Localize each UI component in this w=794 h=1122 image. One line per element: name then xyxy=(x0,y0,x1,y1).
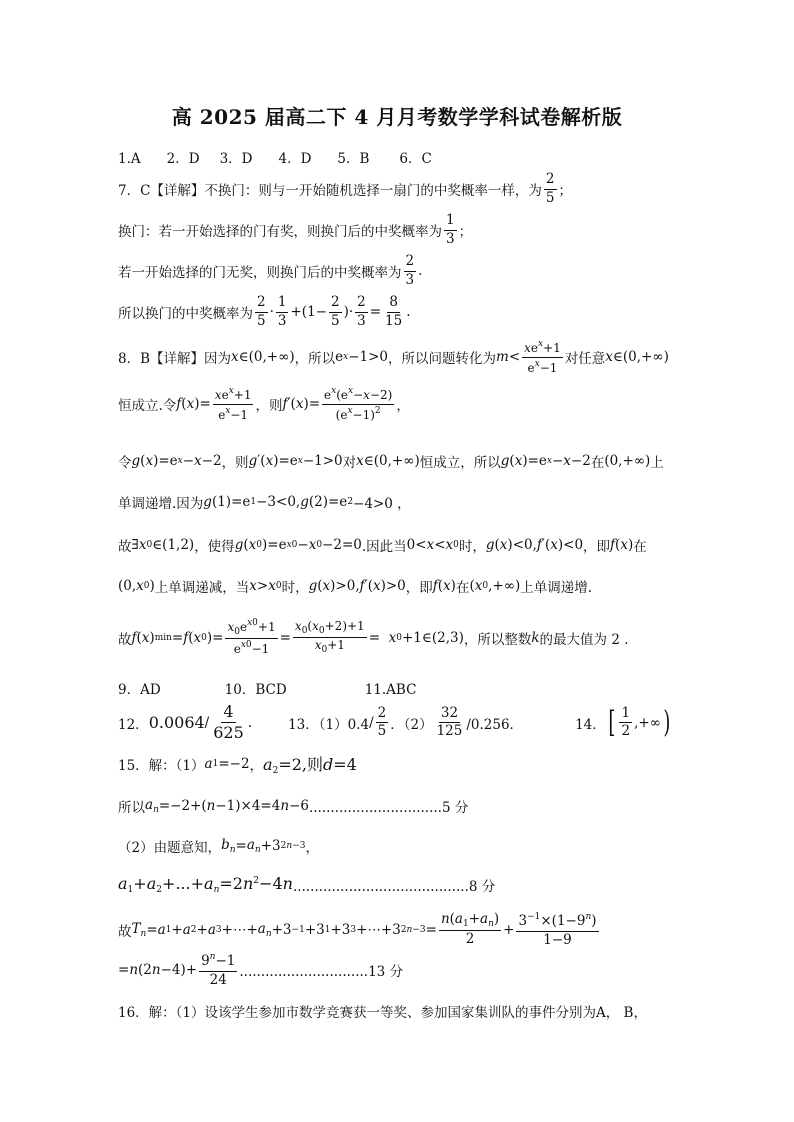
q15-score-8: .........................................8 分 xyxy=(292,878,496,895)
q15-line-6: = n (2 n −4)+ $\frac{9^n-1}{24}$ ..............................13 分 xyxy=(118,952,404,988)
q15-score-13: ..............................13 分 xyxy=(239,964,404,981)
page-title: 高 2025 届高二下 4 月月考数学学科试卷解析版 xyxy=(171,105,623,129)
answer-12-value: 0.0064 xyxy=(148,713,205,733)
answer-14-label: 14． xyxy=(575,716,606,733)
answer-13-fraction-1: $\frac{2}{5}$ xyxy=(377,704,387,740)
q7-fraction-2-3: $\frac{2}{3}$ xyxy=(405,253,415,288)
q7-line-1: 7．C【详解】不换门：则与一开始随机选择一扇门的中奖概率一样，为 $\frac{2}{5}$ ； xyxy=(118,171,573,206)
answer-5: 5．B xyxy=(337,151,370,167)
answer-10: 10．BCD xyxy=(224,682,287,698)
answers-row-12-14: 12． 0.0064 / $\frac{4}{625}$ . 13．（1）0.4 / $\frac{2}{5}$ ．（2） $\frac{32}{125}$ /0.256． 14． [ $\frac{1}{2}$ ,+∞ ) xyxy=(118,702,671,743)
answer-11: 11.ABC xyxy=(364,682,417,698)
q7-fraction-1-3: $\frac{1}{3}$ xyxy=(446,212,455,247)
q8-line-1: 8．B【详解】因为 x ∈(0,+∞) ，所以 e x −1>0 ，所以问题转化为 m < $\frac{xe^x+1}{e^x-1}$ 对任意 x ∈(0,+∞) xyxy=(118,339,669,375)
answers-row-9-11 xyxy=(118,678,416,698)
answer-13-fraction-2: $\frac{32}{125}$ xyxy=(436,704,463,740)
q16-line-1: 16．解：（1）设该学生参加市数学竞赛获一等奖、参加国家集训队的事件分别为A， B， xyxy=(118,1005,647,1021)
q7-line-2: 换门：若一开始选择的门有奖，则换门后的中奖概率为 $\frac{1}{3}$ ； xyxy=(118,212,473,247)
answer-2: 2．D xyxy=(166,151,200,167)
q8-line-7: 故 f ( x ) min = f ( x 0 )= $\frac{x_0e^{x0}+1}{e^{x0}-1}$ = $\frac{x_0(x_0+2)+1}{x_0+1}$ = x 0 +1∈(2,3) ，所以整数 k 的最大值为 2 . xyxy=(118,618,629,657)
q15-line-5: 故 $T_n$ = a 1 + a 2 + a 3 +⋯+ $a_n$ +3 −1 +3 1 +3 3 +⋯+3 2n−3 = $\frac{n(a_1+a_n)}{2}$ + $\frac{3^{-1}\times(1-9^n)}{1-9}$ xyxy=(118,911,597,948)
q7-line-3: 若一开始选择的门无奖，则换门后的中奖概率为 $\frac{2}{3}$ . xyxy=(118,253,423,288)
q8-line-4: 单调递增.因为 g (1)=e 1 −3<0, g (2)=e 2 −4>0 ， xyxy=(118,494,411,512)
answers-row-1-6 xyxy=(118,147,432,167)
answer-12-label: 12． xyxy=(118,716,149,733)
q15-line-1: 15．解：（1） a 1 =−2 ， $a_2=2$,则d=4 xyxy=(118,755,357,776)
answer-13-label: 13．（1）0.4 xyxy=(288,716,370,733)
q15-line-2: 所以 $a_n$ =−2+( n −1)×4=4 n −6 ...............................5 分 xyxy=(118,797,469,816)
answer-9: 9．AD xyxy=(118,682,161,698)
q7-line-4: 所以换门的中奖概率为 $\frac{2}{5}$ · $\frac{1}{3}$ +(1− $\frac{2}{5}$ )· $\frac{2}{3}$ = $\frac{8}{15}$ . xyxy=(118,294,411,329)
q8-line-6: (0, x 0 ) 上单调递减，当 x > x 0 时， g ( x )>0, f ′( x )>0 ，即 f ( x ) 在 ( x 0 ,+∞) 上单调递增. xyxy=(118,578,593,596)
q8-line-2: 恒成立.令 f ( x )= $\frac{xe^x+1}{e^x-1}$ ，则 f ′( x )= $\frac{e^x(e^x-x-2)}{(e^x-1)^2}$ ， xyxy=(118,386,410,422)
q15-line-3: （2）由题意知， $b_n$ = $a_n$ +3 2n−3 ， xyxy=(118,837,319,856)
answer-4: 4．D xyxy=(278,151,312,167)
answer-12-fraction: $\frac{4}{625}$ xyxy=(213,702,244,743)
q15-line-4: $a_1+a_2+...+a_n=2n^2-4n$ .........................................8 分 xyxy=(118,874,496,895)
q8-line-3: 令 g ( x )=e x − x −2 ，则 g ′( x )=e x −1>0 对 x ∈(0,+∞) 恒成立，所以 g ( x )=e x − x −2 在 (0,+∞) 上 xyxy=(118,453,664,471)
q8-line-5: 故 ∃ x 0 ∈(1,2) ，使得 g ( x 0 )=e x0 − x 0 −2=0 .因此当 0< x < x 0 时， g ( x )<0, f ′( x )<0 ，即 f ( x ) 在 xyxy=(118,537,647,555)
q15-score-5: ...............................5 分 xyxy=(308,800,469,816)
answer-3: 3．D xyxy=(219,151,253,167)
answer-1: 1.A xyxy=(118,151,141,167)
answer-6: 6．C xyxy=(399,151,432,167)
q7-fraction-2-5: $\frac{2}{5}$ xyxy=(545,171,555,206)
